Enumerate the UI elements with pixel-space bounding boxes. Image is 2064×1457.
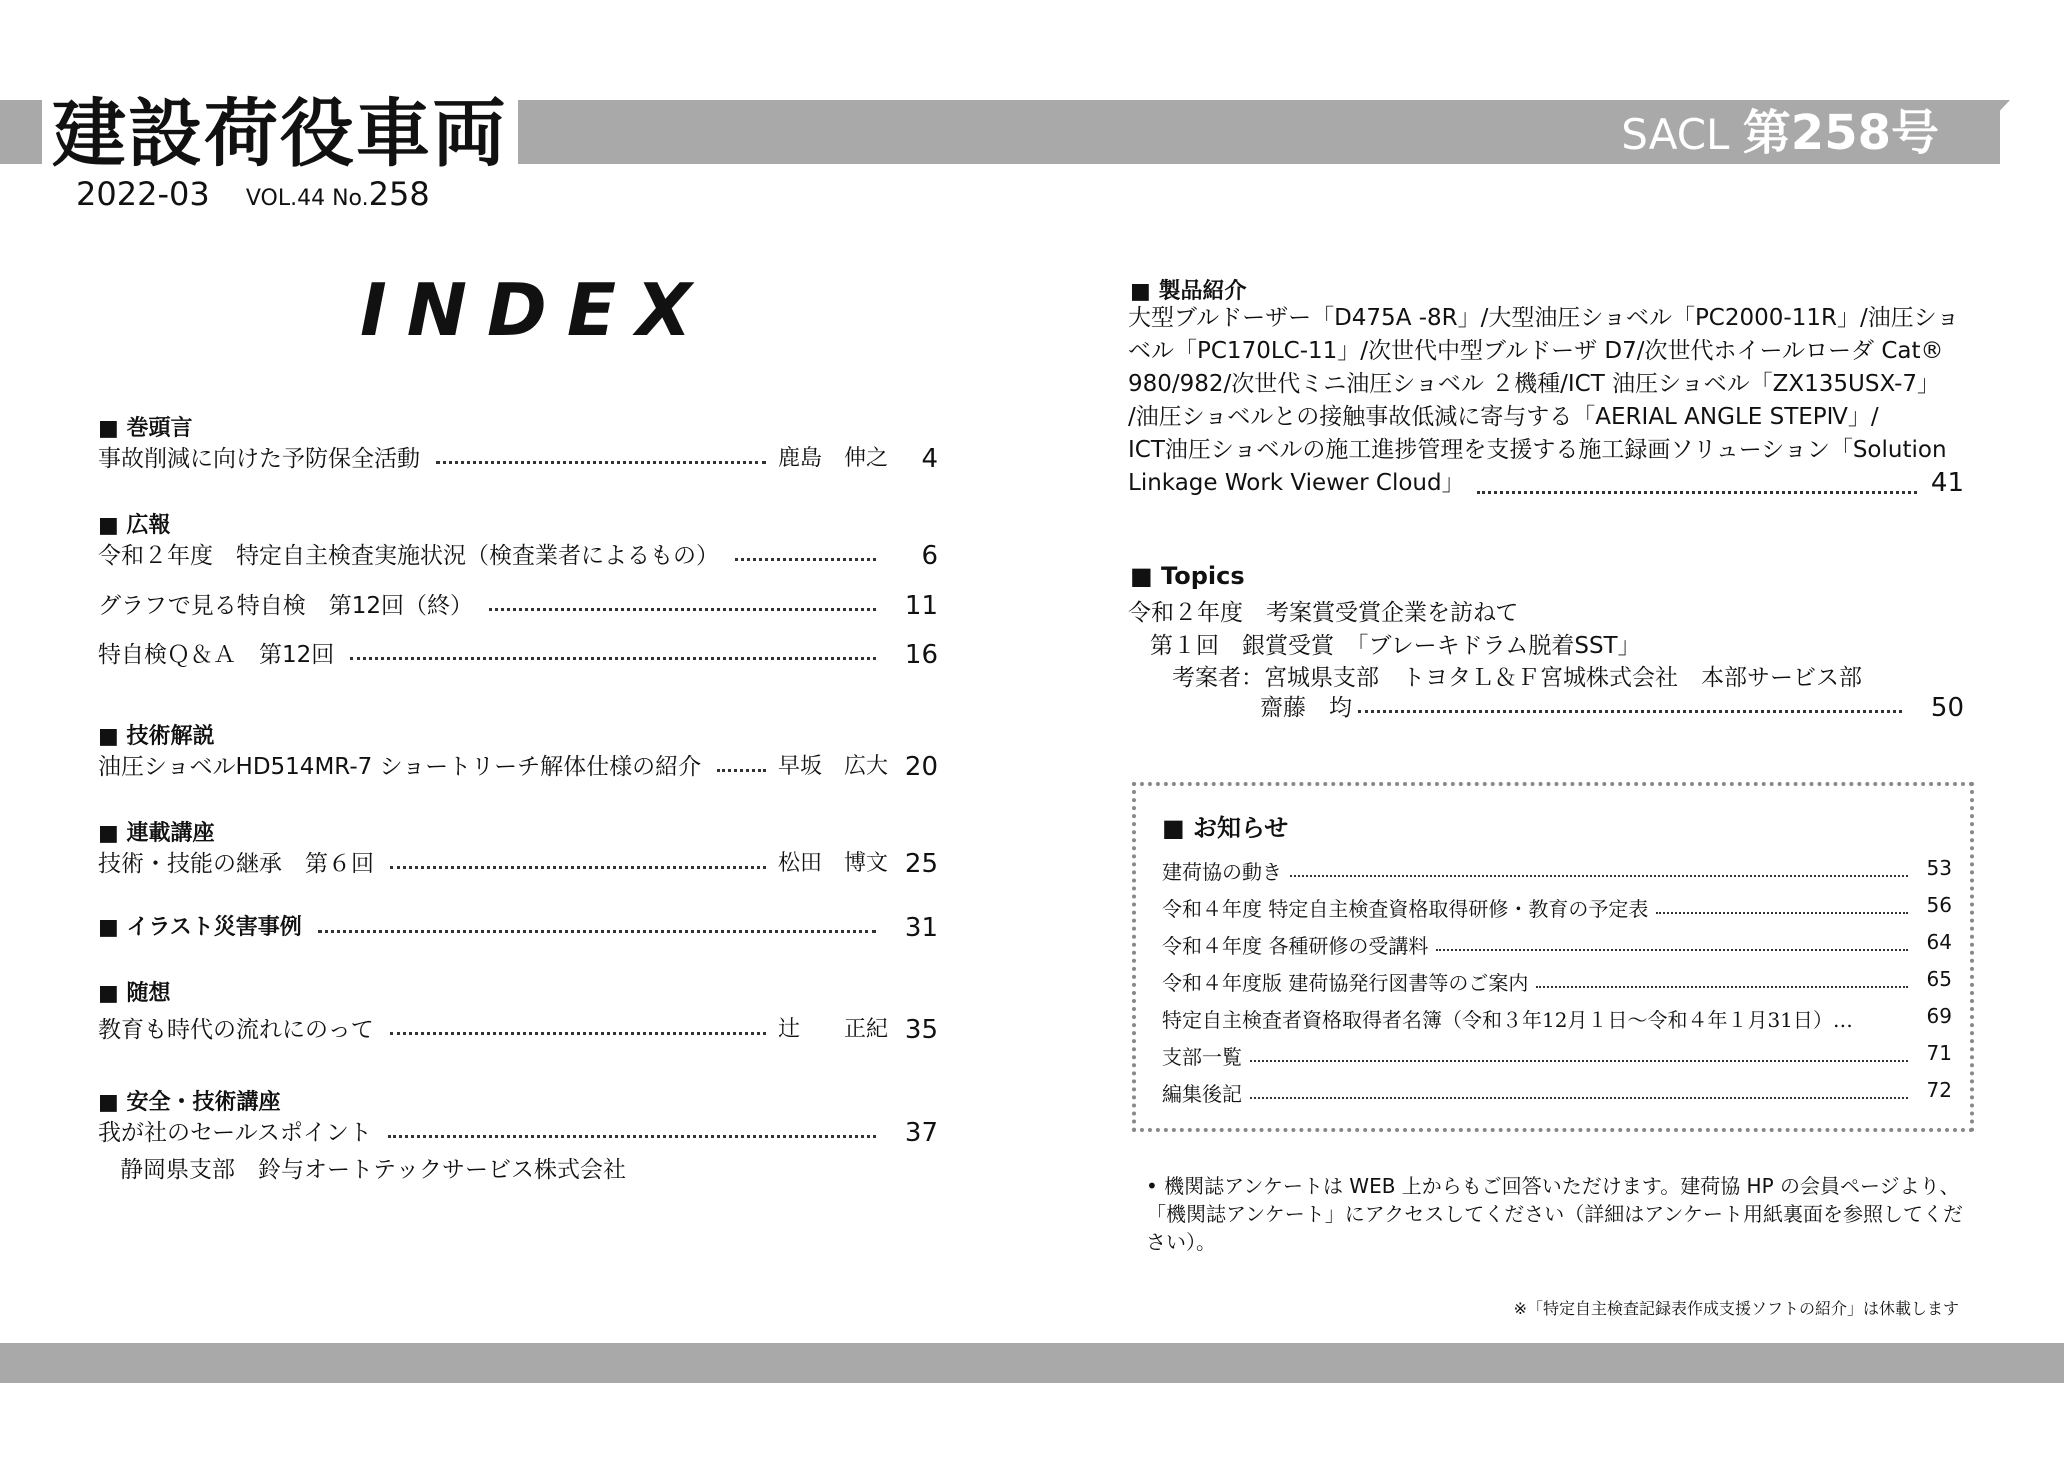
suspension-note: ※「特定自主検査記録表作成支援ソフトの紹介」は休載します — [1513, 1299, 1959, 1318]
toc-entry[interactable] — [98, 640, 938, 670]
leader-dots — [1250, 1041, 1908, 1062]
leader-dots — [388, 1118, 876, 1138]
toc-entry[interactable] — [98, 1015, 938, 1045]
notice-page: 64 — [1926, 930, 1952, 954]
toc-entry[interactable] — [98, 591, 938, 621]
date-line — [76, 172, 430, 221]
topics-line: 第１回 銀賞受賞 「ブレーキドラム脱着SST」 — [1150, 633, 1641, 659]
notice-item[interactable] — [1162, 1041, 1952, 1070]
leader-dots — [1358, 693, 1902, 713]
volume-number: 258 — [368, 175, 430, 213]
entry-page: 41 — [1930, 468, 1964, 498]
index-title: INDEX — [360, 268, 712, 352]
leader-dots — [489, 591, 876, 611]
leader-dots — [1656, 893, 1908, 914]
entry-title: 我が社のセールスポイント — [98, 1120, 372, 1146]
toc-entry[interactable] — [98, 1118, 938, 1148]
topics-line: 令和２年度 考案賞受賞企業を訪ねて — [1128, 600, 1519, 626]
notice-box — [1132, 782, 1974, 1132]
leader-dots — [1477, 467, 1917, 494]
notice-label: 令和４年度版 建荷協発行図書等のご案内 — [1162, 971, 1529, 995]
section-title: ■ 技術解説 — [98, 724, 215, 749]
entry-page: 25 — [904, 849, 938, 879]
leader-dots — [717, 752, 766, 772]
entry-title: 油圧ショベルHD514MR-7 ショートリーチ解体仕様の紹介 — [98, 754, 702, 780]
notice-title: ■ お知らせ — [1162, 814, 1289, 842]
notice-page: 56 — [1926, 893, 1952, 917]
entry-page: 35 — [904, 1015, 938, 1045]
entry-title: 教育も時代の流れにのって — [98, 1017, 374, 1043]
footer-bar — [0, 1343, 2064, 1383]
entry-author: 松田 博文 — [778, 851, 889, 876]
survey-note: • 機関誌アンケートは WEB 上からもご回答いただけます。建荷協 HP の会員ページより、「機関誌アンケート」にアクセスしてください（詳細はアンケート用紙裏面を参照してください）。 — [1146, 1174, 1963, 1254]
section-title: ■ 連載講座 — [98, 821, 215, 846]
section-title: ■ イラスト災害事例 — [98, 915, 302, 940]
sacl-label: SACL — [1621, 110, 1730, 159]
volume-label: VOL.44 No. — [245, 186, 369, 211]
notice-item[interactable] — [1162, 856, 1952, 885]
header-bar-end — [1950, 100, 2010, 164]
entry-subtitle: 静岡県支部 鈴与オートテックサービス株式会社 — [120, 1157, 626, 1183]
leader-dots — [1436, 930, 1908, 951]
entry-page: 37 — [904, 1118, 938, 1148]
issue-label — [1621, 106, 1939, 162]
toc-entry[interactable] — [98, 444, 938, 474]
toc-entry[interactable] — [1260, 693, 1964, 723]
entry-page: 6 — [921, 541, 938, 571]
notice-label: 令和４年度 特定自主検査資格取得研修・教育の予定表 — [1162, 897, 1649, 921]
entry-page: 50 — [1930, 693, 1964, 723]
notice-label: 令和４年度 各種研修の受講料 — [1162, 934, 1429, 958]
leader-dots — [318, 913, 876, 933]
title-box — [42, 91, 518, 177]
notice-page: 72 — [1926, 1078, 1952, 1102]
toc-entry[interactable] — [98, 913, 938, 943]
entry-title: グラフで見る特自検 第12回（終） — [98, 593, 473, 619]
toc-entry[interactable] — [98, 541, 938, 571]
product-line: ベル「PC170LC-11」/次世代中型ブルドーザ D7/次世代ホイールローダ Cat® — [1128, 338, 1944, 364]
leader-dots — [1250, 1078, 1908, 1099]
entry-author: 辻 正紀 — [778, 1017, 889, 1042]
product-entry[interactable] — [1128, 302, 1964, 500]
notice-label: 建荷協の動き — [1162, 860, 1282, 884]
leader-dots — [436, 444, 766, 464]
toc-entry[interactable] — [98, 849, 938, 879]
section-title: ■ 製品紹介 — [1130, 279, 1247, 304]
issue-number: 第258号 — [1742, 105, 1939, 161]
entry-page: 20 — [904, 752, 938, 782]
entry-title: 令和２年度 特定自主検査実施状況（検査業者によるもの） — [98, 543, 719, 569]
notice-label: 特定自主検査者資格取得者名簿（令和３年12月１日～令和４年１月31日）… — [1162, 1008, 1853, 1032]
entry-author: 鹿島 伸之 — [778, 446, 889, 471]
leader-dots — [390, 849, 766, 869]
leader-dots — [1290, 856, 1908, 877]
entry-title: 事故削減に向けた予防保全活動 — [98, 446, 420, 472]
notice-page: 65 — [1926, 967, 1952, 991]
product-line: 980/982/次世代ミニ油圧ショベル ２機種/ICT 油圧ショベル「ZX135USX-7」 — [1128, 371, 1941, 397]
leader-dots — [390, 1015, 766, 1035]
magazine-title: 建設荷役車両 — [52, 91, 508, 177]
section-title: ■ 安全・技術講座 — [98, 1090, 281, 1115]
entry-page: 11 — [904, 591, 938, 621]
entry-page: 31 — [904, 913, 938, 943]
notice-item[interactable] — [1162, 1004, 1952, 1033]
product-line: ICT油圧ショベルの施工進捗管理を支援する施工録画ソリューション「Solution — [1128, 437, 1947, 463]
notice-item[interactable] — [1162, 967, 1952, 996]
section-title: ■ 随想 — [98, 981, 171, 1006]
entry-page: 4 — [921, 444, 938, 474]
leader-dots — [350, 640, 876, 660]
notice-page: 53 — [1926, 856, 1952, 880]
product-line: 大型ブルドーザー「D475A -8R」/大型油圧ショベル「PC2000-11R」/油圧ショ — [1128, 305, 1960, 331]
notice-label: 編集後記 — [1162, 1082, 1242, 1106]
product-line-last — [1128, 467, 1964, 500]
toc-entry[interactable] — [98, 752, 938, 782]
notice-item[interactable] — [1162, 893, 1952, 922]
issue-date: 2022-03 — [76, 175, 210, 213]
entry-page: 16 — [904, 640, 938, 670]
entry-title: 技術・技能の継承 第６回 — [98, 851, 374, 877]
product-line: /油圧ショベルとの接触事故低減に寄与する「AERIAL ANGLE STEPⅣ」/ — [1128, 404, 1879, 430]
product-line: Linkage Work Viewer Cloud」 — [1128, 470, 1465, 496]
section-title: ■ Topics — [1130, 562, 1245, 590]
notice-item[interactable] — [1162, 930, 1952, 959]
entry-author: 齋藤 均 — [1260, 695, 1352, 721]
section-title: ■ 巻頭言 — [98, 416, 193, 441]
leader-dots — [735, 541, 876, 561]
notice-page: 69 — [1926, 1004, 1952, 1028]
entry-title: 特自検Ｑ＆Ａ 第12回 — [98, 642, 335, 668]
notice-label: 支部一覧 — [1162, 1045, 1242, 1069]
notice-page: 71 — [1926, 1041, 1952, 1065]
entry-author: 早坂 広大 — [778, 754, 889, 779]
topics-line: 考案者：宮城県支部 トヨタＬ＆Ｆ宮城株式会社 本部サービス部 — [1172, 665, 1862, 691]
notice-item[interactable] — [1162, 1078, 1952, 1107]
leader-dots — [1536, 967, 1908, 988]
section-title: ■ 広報 — [98, 513, 171, 538]
